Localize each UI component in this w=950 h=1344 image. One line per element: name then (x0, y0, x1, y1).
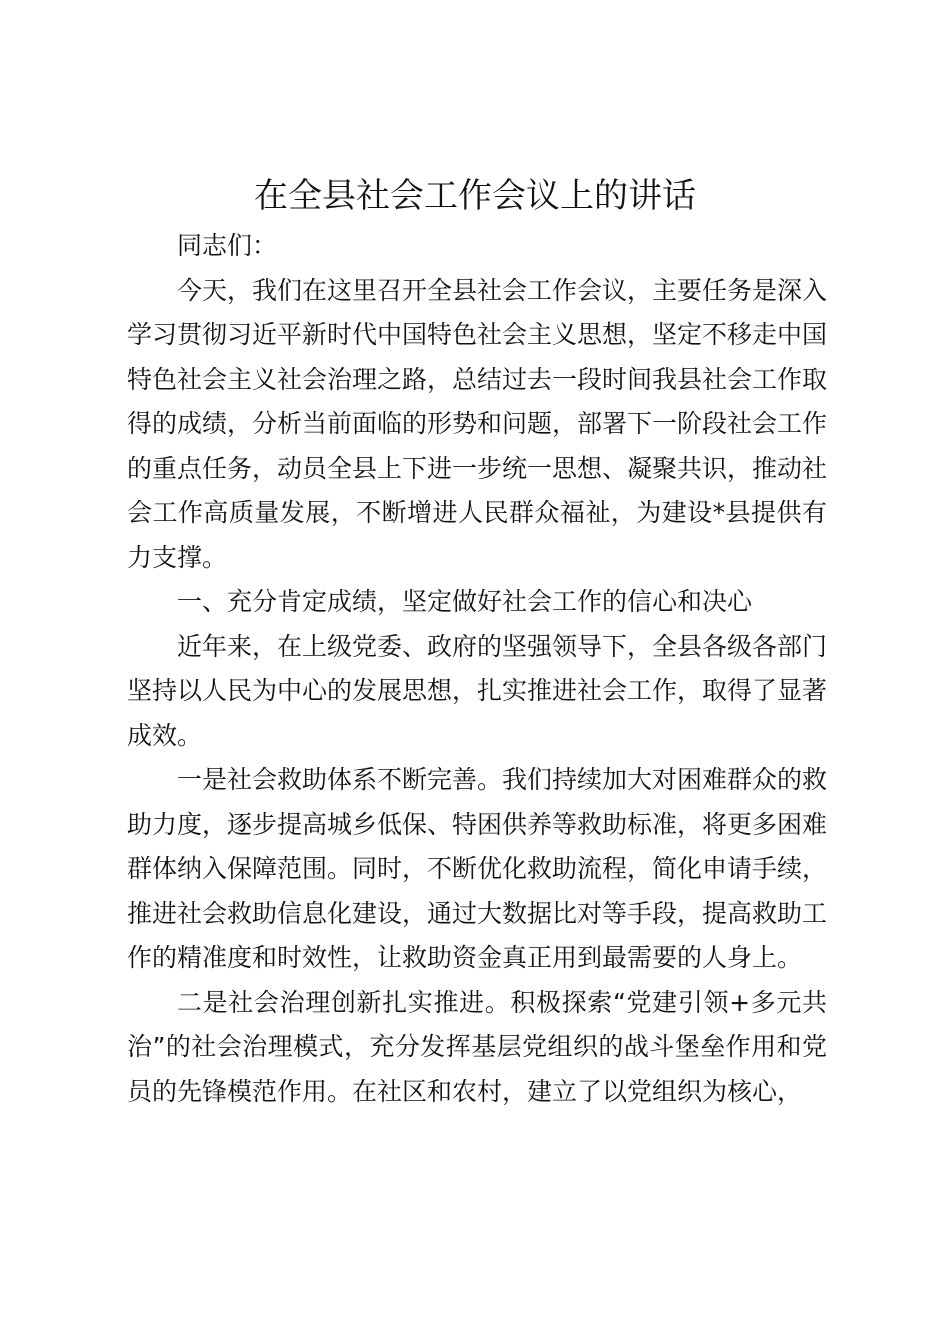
section-heading-1: 一、充分肯定成绩，坚定做好社会工作的信心和决心 (177, 587, 753, 616)
social-governance-paragraph: 二是社会治理创新扎实推进。积极探索“党建引领+多元共治”的社会治理模式，充分发挥基层党组织的战斗堡垒作用和党员的先锋模范作用。在社区和农村，建立了以党组织为核心， (127, 987, 827, 1106)
document-title: 在全县社会工作会议上的讲话 (254, 176, 696, 216)
document-body (127, 224, 827, 1114)
social-assistance-paragraph: 一是社会救助体系不断完善。我们持续加大对困难群众的救助力度，逐步提高城乡低保、特困供养等救助标准，将更多困难群体纳入保障范围。同时，不断优化救助流程，简化申请手续，推进社会救助信息化建设，通过大数据比对等手段，提高救助工作的精准度和时效性，让救助资金真正用到最需要的人身上。 (127, 765, 828, 972)
achievements-paragraph: 近年来，在上级党委、政府的坚强领导下，全县各级各部门坚持以人民为中心的发展思想，扎实推进社会工作，取得了显著成效。 (127, 631, 828, 750)
greeting-paragraph: 同志们： (177, 231, 278, 260)
intro-paragraph: 今天，我们在这里召开全县社会工作会议，主要任务是深入学习贯彻习近平新时代中国特色社会主义思想，坚定不移走中国特色社会主义社会治理之路，总结过去一段时间我县社会工作取得的成绩，分析当前面临的形势和问题，部署下一阶段社会工作的重点任务，动员全县上下进一步统一思想、凝聚共识，推动社会工作高质量发展，不断增进人民群众福祉，为建设*县提供有力支撑。 (127, 275, 828, 572)
